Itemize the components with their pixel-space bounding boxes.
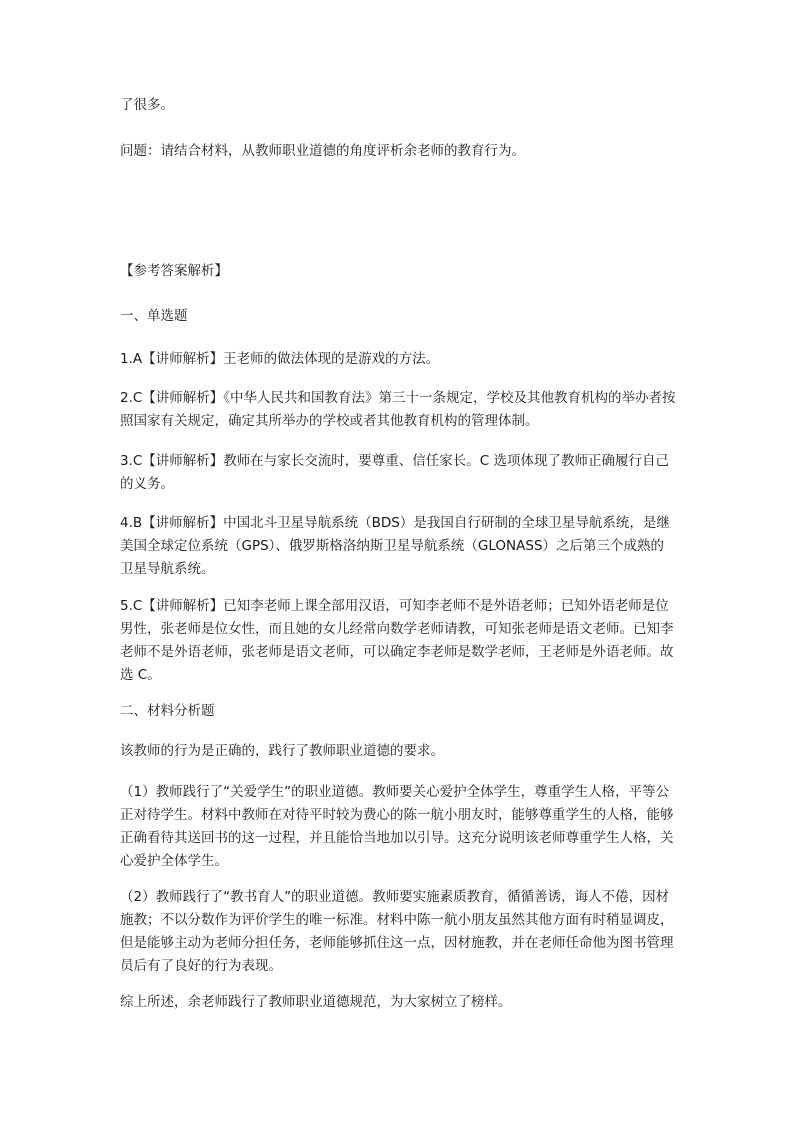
answer-5: 5.C【讲师解析】已知李老师上课全部用汉语，可知李老师不是外语老师；已知外语老师是位男性，张老师是位女性，而且她的女儿经常向数学老师请教，可知张老师是语文老师。已知李老师不是外语老师，张老师是语文老师，可以确定李老师是数学老师，王老师是外语老师。故选 C。: [120, 598, 674, 683]
section-heading-single-choice: 一、单选题: [120, 308, 188, 324]
answer-2: 2.C【讲师解析】《中华人民共和国教育法》第三十一条规定，学校及其他教育机构的举办者按照国家有关规定，确定其所举办的学校或者其他教育机构的管理体制。: [120, 390, 676, 429]
answer-4: 4.B【讲师解析】中国北斗卫星导航系统（BDS）是我国自行研制的全球卫星导航系统，是继美国全球定位系统（GPS）、俄罗斯格洛纳斯卫星导航系统（GLONASS）之后第三个成熟的卫星导航系统。: [120, 515, 670, 577]
analysis-point-1: （1）教师践行了“关爱学生”的职业道德。教师要关心爱护全体学生，尊重学生人格，平等公正对待学生。材料中教师在对待平时较为费心的陈一航小朋友时，能够尊重学生的人格，能够正确看待其送回书的这一过程，并且能恰当地加以引导。这充分说明该老师尊重学生人格，关心爱护全体学生。: [120, 784, 674, 869]
analysis-conclusion: 综上所述，余老师践行了教师职业道德规范，为大家树立了榜样。: [120, 994, 512, 1010]
question-text: 问题：请结合材料，从教师职业道德的角度评析余老师的教育行为。: [120, 143, 525, 159]
section-heading-answers: 【参考答案解析】: [120, 263, 228, 279]
answer-1: 1.A【讲师解析】王老师的做法体现的是游戏的方法。: [120, 351, 440, 367]
analysis-intro: 该教师的行为是正确的，践行了教师职业道德的要求。: [120, 743, 444, 759]
analysis-point-2: （2）教师践行了“教书育人”的职业道德。教师要实施素质教育，循循善诱，诲人不倦，因材施教；不以分数作为评价学生的唯一标准。材料中陈一航小朋友虽然其他方面有时稍显调皮，但是能够主动为老师分担任务，老师能够抓住这一点，因材施教，并在老师任命他为图书管理员后有了良好的行为表现。: [120, 889, 674, 974]
text-continuation: 了很多。: [120, 97, 174, 113]
answer-3: 3.C【讲师解析】教师在与家长交流时，要尊重、信任家长。C 选项体现了教师正确履行自己的义务。: [120, 453, 670, 492]
section-heading-material-analysis: 二、材料分析题: [120, 703, 215, 719]
